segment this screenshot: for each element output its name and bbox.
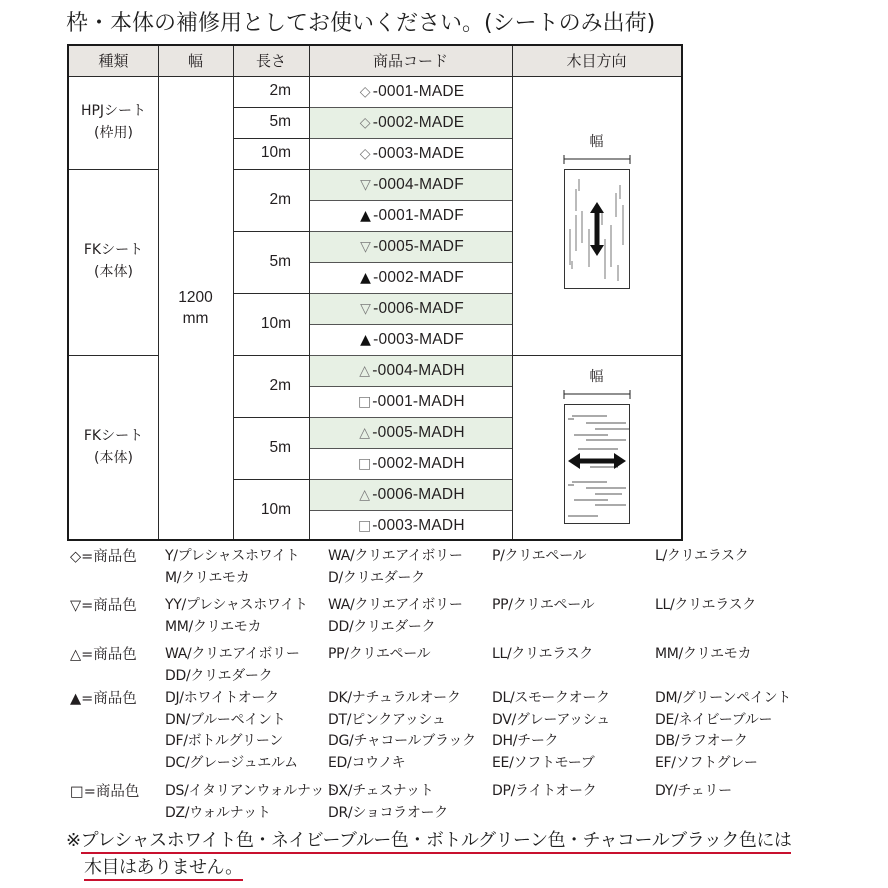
header-width: 幅 bbox=[158, 46, 233, 76]
symbol-icon: ◇ bbox=[359, 145, 371, 162]
length-divider bbox=[233, 138, 309, 139]
length-cell: 5m bbox=[269, 252, 291, 270]
row-divider bbox=[309, 417, 512, 418]
product-code-cell bbox=[310, 418, 512, 448]
legend-color-item: DT/ピンクアッシュ bbox=[328, 711, 446, 728]
legend-color-item: PP/クリエペール bbox=[492, 597, 595, 613]
kind-name: HPJシート bbox=[80, 102, 147, 119]
product-code: -0005-MADH bbox=[372, 423, 465, 441]
note-mark: ※ bbox=[66, 830, 81, 851]
kind-sub: (枠用) bbox=[94, 124, 133, 141]
product-code-cell bbox=[310, 325, 512, 355]
legend-color-item: DD/クリエダーク bbox=[328, 618, 436, 635]
product-code-cell bbox=[310, 387, 512, 417]
legend-color-item: DC/グレージュエルム bbox=[165, 754, 298, 771]
product-code: -0003-MADE bbox=[372, 144, 465, 162]
row-divider bbox=[309, 324, 512, 325]
kind-cell bbox=[69, 76, 158, 169]
length-cell: 5m bbox=[269, 113, 291, 131]
product-code-cell bbox=[310, 294, 512, 324]
legend-color-item: WA/クリエアイボリー bbox=[328, 597, 463, 613]
row-divider bbox=[309, 355, 512, 356]
kind-sub: (本体) bbox=[94, 450, 133, 466]
legend-label: △=商品色 bbox=[70, 647, 137, 663]
product-code: -0001-MADH bbox=[372, 392, 465, 410]
legend-label: ▽=商品色 bbox=[70, 598, 137, 614]
product-code: -0002-MADE bbox=[372, 113, 465, 131]
product-code-cell bbox=[310, 232, 512, 262]
legend-color-item: YY/プレシャスホワイト bbox=[165, 597, 308, 613]
length-divider bbox=[233, 479, 309, 480]
kind-cell bbox=[69, 355, 158, 541]
header-code: 商品コード bbox=[309, 46, 512, 76]
column-divider bbox=[309, 46, 310, 539]
kind-divider bbox=[69, 169, 158, 170]
grain-width-label: 幅 bbox=[589, 134, 604, 150]
length-divider bbox=[233, 107, 309, 108]
legend-color-item: DR/ショコラオーク bbox=[328, 804, 448, 821]
length-cell: 10m bbox=[260, 314, 291, 332]
header-kind: 種類 bbox=[69, 46, 158, 76]
symbol-icon: △ bbox=[359, 362, 371, 379]
row-divider bbox=[309, 138, 512, 139]
row-divider bbox=[309, 231, 512, 232]
page-title: 枠・本体の補修用としてお使いください。(シートのみ出荷) bbox=[66, 11, 656, 36]
symbol-icon: ▽ bbox=[360, 238, 372, 255]
row-divider bbox=[309, 107, 512, 108]
legend-color-item: LL/クリエラスク bbox=[655, 597, 756, 613]
grain-divider bbox=[512, 355, 681, 356]
column-divider bbox=[233, 46, 234, 539]
length-divider bbox=[233, 293, 309, 294]
product-code: -0003-MADF bbox=[373, 330, 464, 348]
vertical-grain-diagram bbox=[562, 133, 632, 298]
legend-color-item: DF/ボトルグリーン bbox=[165, 733, 283, 749]
legend-color-item: DH/チーク bbox=[492, 733, 559, 749]
column-divider bbox=[512, 46, 513, 539]
symbol-icon: □ bbox=[358, 455, 372, 472]
kind-divider bbox=[69, 355, 158, 356]
kind-name: FKシート bbox=[83, 428, 144, 445]
symbol-icon: ▲ bbox=[360, 207, 372, 224]
legend-color-item: DY/チェリー bbox=[655, 783, 732, 799]
product-code-cell bbox=[310, 449, 512, 479]
legend-label: ▲=商品色 bbox=[70, 691, 137, 707]
column-divider bbox=[158, 46, 159, 539]
legend-color-item: DV/グレーアッシュ bbox=[492, 711, 610, 728]
note-text-1: プレシャスホワイト色・ネイビーブルー色・ボトルグリーン色・チャコールブラック色には bbox=[81, 830, 792, 854]
row-divider bbox=[309, 200, 512, 201]
legend-color-item: WA/クリエアイボリー bbox=[165, 646, 300, 662]
legend-color-item: WA/クリエアイボリー bbox=[328, 548, 463, 564]
product-code: -0002-MADF bbox=[373, 268, 464, 286]
length-divider bbox=[233, 231, 309, 232]
kind-cell bbox=[69, 169, 158, 355]
legend-color-item: MM/クリエモカ bbox=[165, 618, 262, 635]
product-code: -0001-MADE bbox=[372, 82, 465, 100]
legend-color-item: DM/グリーンペイント bbox=[655, 690, 791, 706]
row-divider bbox=[309, 510, 512, 511]
legend-color-item: DZ/ウォルナット bbox=[165, 804, 271, 821]
length-cell: 10m bbox=[260, 500, 291, 518]
length-cell: 2m bbox=[269, 190, 291, 208]
length-cell: 5m bbox=[269, 438, 291, 456]
legend-color-item: M/クリエモカ bbox=[165, 569, 250, 586]
legend-color-item: DS/イタリアンウォルナット bbox=[165, 783, 338, 799]
grain-cell bbox=[512, 76, 681, 355]
length-divider bbox=[233, 417, 309, 418]
product-code-cell bbox=[310, 77, 512, 107]
legend-color-item: P/クリエペール bbox=[492, 548, 587, 564]
row-divider bbox=[309, 479, 512, 480]
header-grain: 木目方向 bbox=[512, 46, 681, 76]
kind-sub: (本体) bbox=[94, 264, 133, 280]
note-text-2: 木目はありません。 bbox=[84, 857, 243, 881]
legend-color-item: DD/クリエダーク bbox=[165, 667, 273, 684]
product-code: -0001-MADF bbox=[373, 206, 464, 224]
product-code: -0005-MADF bbox=[373, 237, 464, 255]
width-cell bbox=[158, 76, 233, 541]
symbol-icon: ▲ bbox=[360, 331, 372, 348]
horizontal-grain-diagram bbox=[562, 368, 632, 528]
legend-label: □=商品色 bbox=[70, 784, 140, 800]
product-code-cell bbox=[310, 201, 512, 231]
legend-label: ◇=商品色 bbox=[70, 549, 137, 565]
product-code: -0006-MADH bbox=[372, 485, 465, 503]
legend-color-item: Y/プレシャスホワイト bbox=[165, 548, 300, 564]
legend-color-item: L/クリエラスク bbox=[655, 548, 749, 564]
width-value: 1200 bbox=[178, 288, 213, 306]
product-table bbox=[67, 44, 683, 541]
symbol-icon: △ bbox=[359, 424, 371, 441]
product-code-cell bbox=[310, 480, 512, 510]
product-code: -0002-MADH bbox=[372, 454, 465, 472]
header-length: 長さ bbox=[233, 46, 309, 76]
legend-color-item: PP/クリエペール bbox=[328, 646, 431, 662]
product-code-cell bbox=[310, 263, 512, 293]
note-line-2 bbox=[84, 853, 243, 879]
product-code: -0003-MADH bbox=[372, 516, 465, 534]
note-line-1 bbox=[66, 826, 791, 852]
legend-color-item: DP/ライトオーク bbox=[492, 783, 597, 799]
legend-color-item: DE/ネイビーブルー bbox=[655, 711, 773, 728]
legend-color-item: DX/チェスナット bbox=[328, 783, 434, 799]
symbol-icon: ▽ bbox=[360, 176, 372, 193]
row-divider bbox=[309, 169, 512, 170]
row-divider bbox=[309, 262, 512, 263]
legend-color-item: DJ/ホワイトオーク bbox=[165, 690, 279, 706]
legend-color-item: ED/コウノキ bbox=[328, 754, 406, 771]
product-code: -0006-MADF bbox=[373, 299, 464, 317]
length-cell: 2m bbox=[269, 376, 291, 394]
product-code: -0004-MADH bbox=[372, 361, 465, 379]
symbol-icon: ▽ bbox=[360, 300, 372, 317]
row-divider bbox=[309, 293, 512, 294]
symbol-icon: □ bbox=[358, 517, 372, 534]
symbol-icon: ▲ bbox=[360, 269, 372, 286]
symbol-icon: ◇ bbox=[359, 83, 371, 100]
legend-color-item: EE/ソフトモーブ bbox=[492, 754, 595, 771]
legend-color-item: LL/クリエラスク bbox=[492, 646, 593, 662]
symbol-icon: △ bbox=[359, 486, 371, 503]
row-divider bbox=[309, 448, 512, 449]
row-divider bbox=[309, 386, 512, 387]
grain-cell bbox=[512, 355, 681, 541]
legend-color-item: DG/チャコールブラック bbox=[328, 733, 476, 749]
product-code-cell bbox=[310, 108, 512, 138]
length-cell: 10m bbox=[260, 144, 291, 162]
product-code-cell bbox=[310, 511, 512, 541]
legend-color-item: DK/ナチュラルオーク bbox=[328, 690, 461, 706]
product-code-cell bbox=[310, 356, 512, 386]
product-code-cell bbox=[310, 139, 512, 169]
length-cell: 2m bbox=[269, 82, 291, 100]
legend-color-item: DB/ラフオーク bbox=[655, 733, 748, 749]
grain-width-label: 幅 bbox=[589, 369, 604, 385]
symbol-icon: □ bbox=[358, 393, 372, 410]
legend-color-item: D/クリエダーク bbox=[328, 569, 425, 586]
legend-color-item: EF/ソフトグレー bbox=[655, 754, 758, 771]
length-divider bbox=[233, 355, 309, 356]
legend-color-item: DL/スモークオーク bbox=[492, 690, 610, 706]
width-unit: mm bbox=[182, 309, 209, 327]
length-divider bbox=[233, 169, 309, 170]
product-code: -0004-MADF bbox=[373, 175, 464, 193]
kind-name: FKシート bbox=[83, 242, 144, 259]
legend-color-item: DN/ブルーペイント bbox=[165, 711, 286, 728]
legend-color-item: MM/クリエモカ bbox=[655, 646, 752, 662]
product-code-cell bbox=[310, 170, 512, 200]
symbol-icon: ◇ bbox=[359, 114, 371, 131]
